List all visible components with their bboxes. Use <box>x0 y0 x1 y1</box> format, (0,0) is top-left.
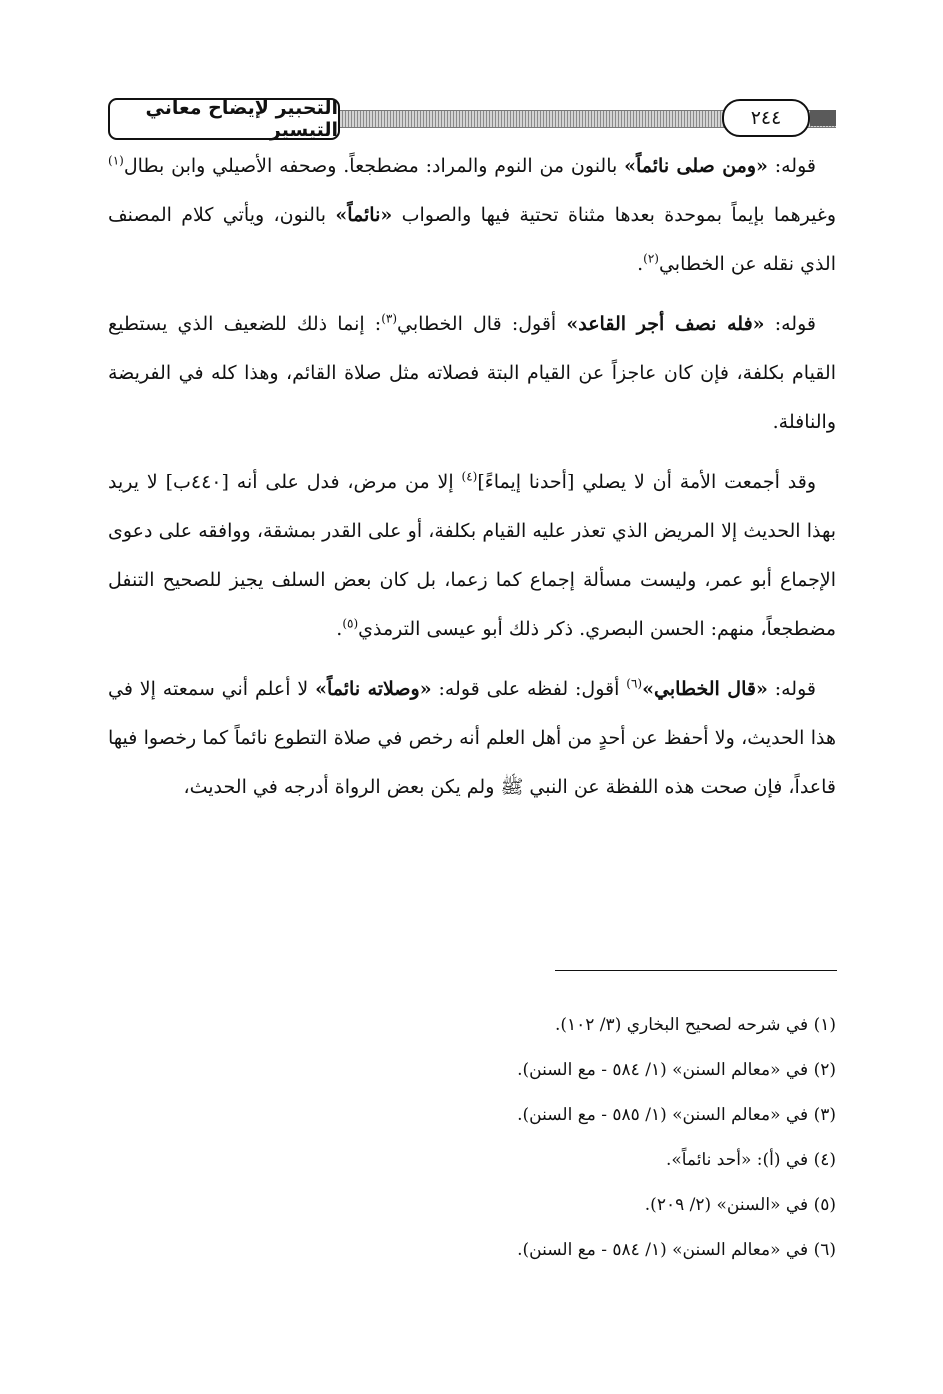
text-run: . <box>637 253 644 275</box>
quoted-phrase: «فله نصف أجر القاعد» <box>566 313 765 335</box>
text-run: : إنما ذلك للضعيف الذي يستطيع القيام بكلفة، فإن كان عاجزاً عن القيام البتة فصلاته مثل صلاة القائم، وهذا كله في الفريضة والنافلة. <box>108 313 836 433</box>
footnote-ref: (٥) <box>342 616 359 631</box>
main-text <box>108 142 836 823</box>
paragraph-1 <box>108 142 836 289</box>
paragraph-3 <box>108 458 836 654</box>
footnote-separator <box>555 970 837 971</box>
text-run: قوله: <box>764 313 816 335</box>
footnote: (٤) في (أ): «أحد نائماً». <box>665 1150 836 1170</box>
text-run: وغيرهما بإيماً بموحدة بعدها مثناة تحتية فيها والصواب <box>392 204 836 226</box>
footnote-ref: (١) <box>108 153 124 168</box>
text-run: بالنون من النوم والمراد: مضطجعاً. وصحفه الأصيلي وابن بطال <box>123 155 625 177</box>
footnote-ref: (٦) <box>626 676 643 691</box>
text-run: وقد أجمعت الأمة أن لا يصلي [أحدنا إيماءً] <box>477 471 817 493</box>
book-title: التحبير لإيضاح معاني التيسير <box>108 98 340 140</box>
footnote-ref: (٢) <box>643 251 659 266</box>
footnote-ref: (٤) <box>461 469 478 484</box>
footnote: (٥) في «السنن» (٢/ ٢٠٩). <box>644 1195 836 1215</box>
quoted-phrase: «قال الخطابي» <box>642 678 768 700</box>
quoted-phrase: «وصلاته نائماً» <box>315 678 432 700</box>
text-run: أقول: لفظه على قوله: <box>431 678 627 700</box>
page-number: ٢٤٤ <box>722 99 810 137</box>
footnote: (٢) في «معالم السنن» (١/ ٥٨٤ - مع السنن). <box>517 1060 836 1080</box>
footnote: (٣) في «معالم السنن» (١/ ٥٨٥ - مع السنن). <box>517 1105 836 1125</box>
text-run: إلا من مرض، فدل على أنه [٤٤٠ب] لا يريد بهذا الحديث إلا المريض الذي تعذر عليه القيام بكلفة، أو على القدر بمشقة، ووافقه على دعوى الإجماع أبو عمر، وليست مسألة إجماع كما زعما، بل كان بعض السلف يجيز للصحيح التنفل مضطجعاً، منهم: الحسن البصري. ذكر ذلك أبو عيسى الترمذي <box>108 471 836 640</box>
text-run: أقول: قال الخطابي <box>397 313 567 335</box>
footnotes <box>108 1003 836 1273</box>
text-run: قوله: <box>767 155 816 177</box>
header-band-end <box>810 110 836 126</box>
footnote: (٦) في «معالم السنن» (١/ ٥٨٤ - مع السنن). <box>517 1240 836 1260</box>
text-run: . <box>336 618 343 640</box>
running-header <box>108 98 836 142</box>
text-run: بالنون، ويأتي كلام المصنف الذي نقله عن الخطابي <box>108 204 836 275</box>
footnote: (١) في شرحه لصحيح البخاري (٣/ ١٠٢). <box>554 1015 836 1035</box>
quoted-phrase: «نائماً» <box>335 204 393 226</box>
quoted-phrase: «ومن صلى نائماً» <box>624 155 768 177</box>
text-run: لا أعلم أني سمعته إلا في هذا الحديث، ولا أحفظ عن أحدٍ من أهل العلم أنه رخص في صلاة التطوع نائماً كما رخصوا فيها قاعداً، فإن صحت هذه اللفظة عن النبي ﷺ ولم يكن بعض الرواة أدرجه في الحديث، <box>108 678 836 798</box>
text-run: قوله: <box>767 678 816 700</box>
paragraph-2 <box>108 300 836 447</box>
paragraph-4 <box>108 665 836 812</box>
footnote-ref: (٣) <box>381 311 398 326</box>
